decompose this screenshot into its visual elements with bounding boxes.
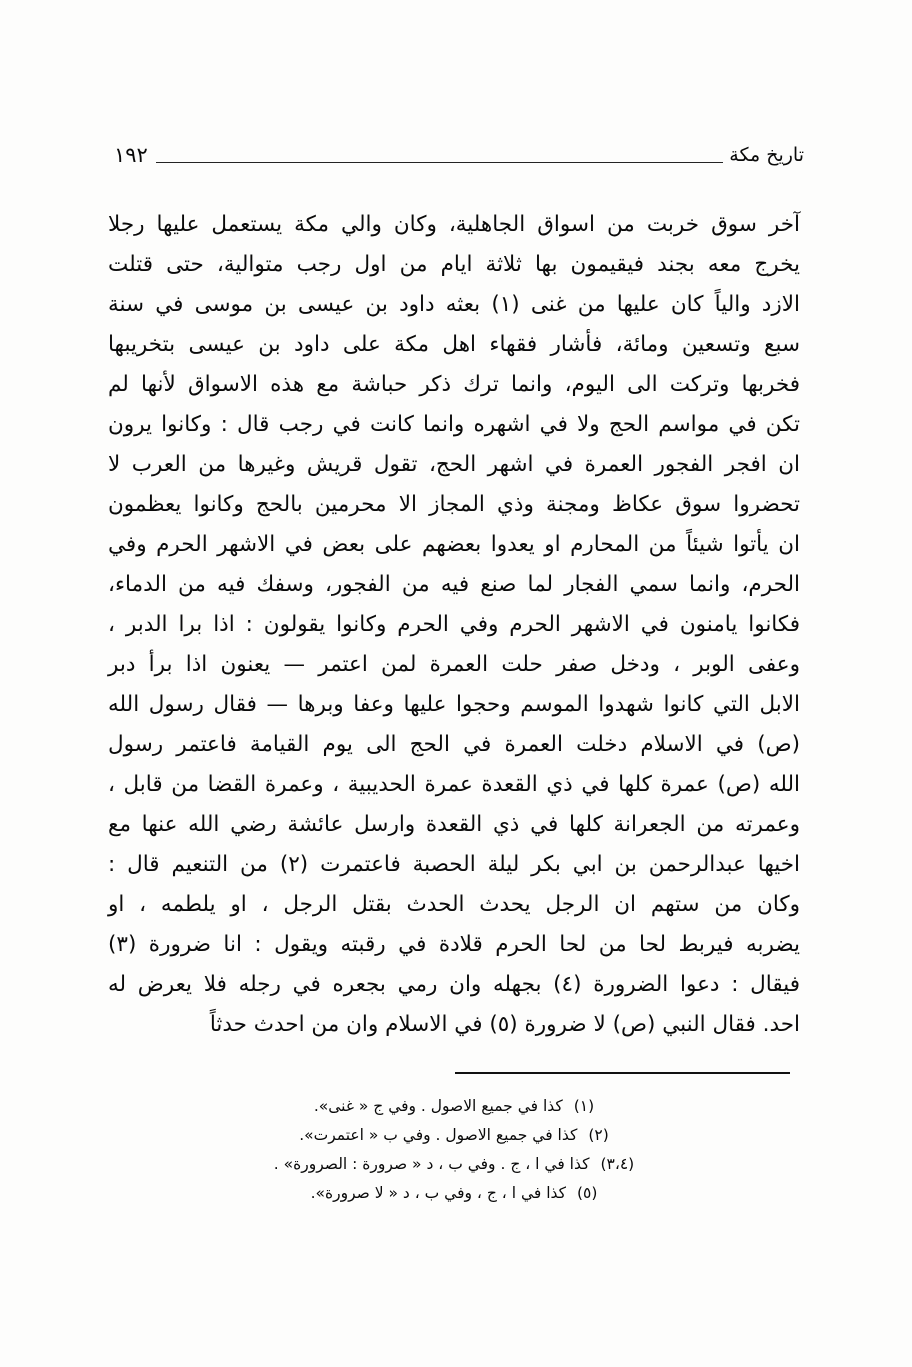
- body-line: وعمرته من الجعرانة كلها في ذي القعدة وارسل عائشة رضي الله عنها مع: [108, 812, 800, 837]
- footnote-item: [108, 1179, 800, 1208]
- body-line: فيقال : دعوا الضرورة (٤) بجهله وان رمي بجعره في رجله فلا يعرض له: [108, 972, 800, 997]
- footnotes-section: [108, 1092, 800, 1208]
- footnote-item: [108, 1150, 800, 1179]
- footnote-text: كذا في جميع الاصول . وفي ب « اعتمرت».: [299, 1126, 578, 1144]
- body-text: [108, 205, 800, 1045]
- running-head: [112, 139, 804, 173]
- header-rule: [156, 162, 723, 163]
- body-line: الحرم، وانما سمي الفجار لما صنع فيه من الفجور، وسفك فيه من الدماء،: [108, 572, 800, 597]
- body-line: ان افجر الفجور العمرة في اشهر الحج، تقول قريش وغيرها من العرب لا: [108, 452, 800, 477]
- body-line: الابل التي كانوا شهدوا الموسم وحجوا عليها وعفا وبرها — فقال رسول الله: [108, 692, 800, 717]
- body-line: سبع وتسعين ومائة، فأشار فقهاء اهل مكة على داود بن عيسى بتخريبها: [108, 332, 800, 357]
- footnote-text: كذا في ا ، ج ، وفي ب ، د « لا صرورة».: [310, 1184, 567, 1202]
- body-line: (ص) في الاسلام دخلت العمرة في الحج الى يوم القيامة فاعتمر رسول: [108, 732, 800, 757]
- footnote-separator-rule: [455, 1072, 790, 1074]
- footnote-text: كذا في جميع الاصول . وفي ج « غنى».: [313, 1097, 563, 1115]
- body-line: الازد والياً كان عليها من غنى (١) بعثه داود بن عيسى بن موسى في سنة: [108, 292, 800, 317]
- body-line: اخيها عبدالرحمن بن ابي بكر ليلة الحصبة فاعتمرت (٢) من التنعيم قال :: [108, 852, 800, 877]
- body-line: تكن في مواسم الحج ولا في اشهره وانما كانت في رجب قال : وكانوا يرون: [108, 412, 800, 437]
- body-line: تحضروا سوق عكاظ ومجنة وذي المجاز الا محرمين بالحج وكانوا يعظمون: [108, 492, 800, 517]
- footnote-text: كذا في ا ، ج . وفي ب ، د « صرورة : الصرورة» .: [273, 1155, 590, 1173]
- body-line: الله (ص) عمرة كلها في ذي القعدة عمرة الحديبية ، وعمرة القضا من قابل ،: [108, 772, 800, 797]
- footnote-number: (٣،٤): [600, 1155, 635, 1173]
- body-line: فخربها وتركت الى اليوم، وانما ترك ذكر حباشة مع هذه الاسواق لأنها لم: [108, 372, 800, 397]
- body-line: ان يأتوا شيئاً من المحارم او يعدوا بعضهم على بعض في الاشهر الحرم وفي: [108, 532, 800, 557]
- body-line: فكانوا يامنون في الاشهر الحرم وفي الحرم وكانوا يقولون : اذا برا الدبر ،: [108, 612, 800, 637]
- body-line: احد. فقال النبي (ص) لا ضرورة (٥) في الاسلام وان من احدث حدثاً: [209, 1012, 800, 1037]
- body-line: وعفى الوبر ، ودخل صفر حلت العمرة لمن اعتمر — يعنون اذا برأ دبر: [108, 652, 800, 677]
- footnote-number: (٢): [588, 1126, 609, 1144]
- body-line: آخر سوق خربت من اسواق الجاهلية، وكان والي مكة يستعمل عليها رجلا: [108, 212, 800, 237]
- footnote-item: [108, 1092, 800, 1121]
- book-title: تاريخ مكة: [729, 143, 804, 166]
- footnote-number: (١): [573, 1097, 595, 1115]
- page-number: ١٩٢: [114, 142, 148, 167]
- footnote-item: [108, 1121, 800, 1150]
- footnote-number: (٥): [576, 1184, 598, 1202]
- body-line: يخرج معه بجند فيقيمون بها ثلاثة ايام من اول رجب متوالية، حتى قتلت: [108, 252, 800, 277]
- body-line: يضربه فيربط لحا من لحا الحرم قلادة في رقبته ويقول : انا ضرورة (٣): [108, 932, 800, 957]
- body-line: وكان من ستهم ان الرجل يحدث الحدث بقتل الرجل ، او يلطمه ، او: [108, 892, 800, 917]
